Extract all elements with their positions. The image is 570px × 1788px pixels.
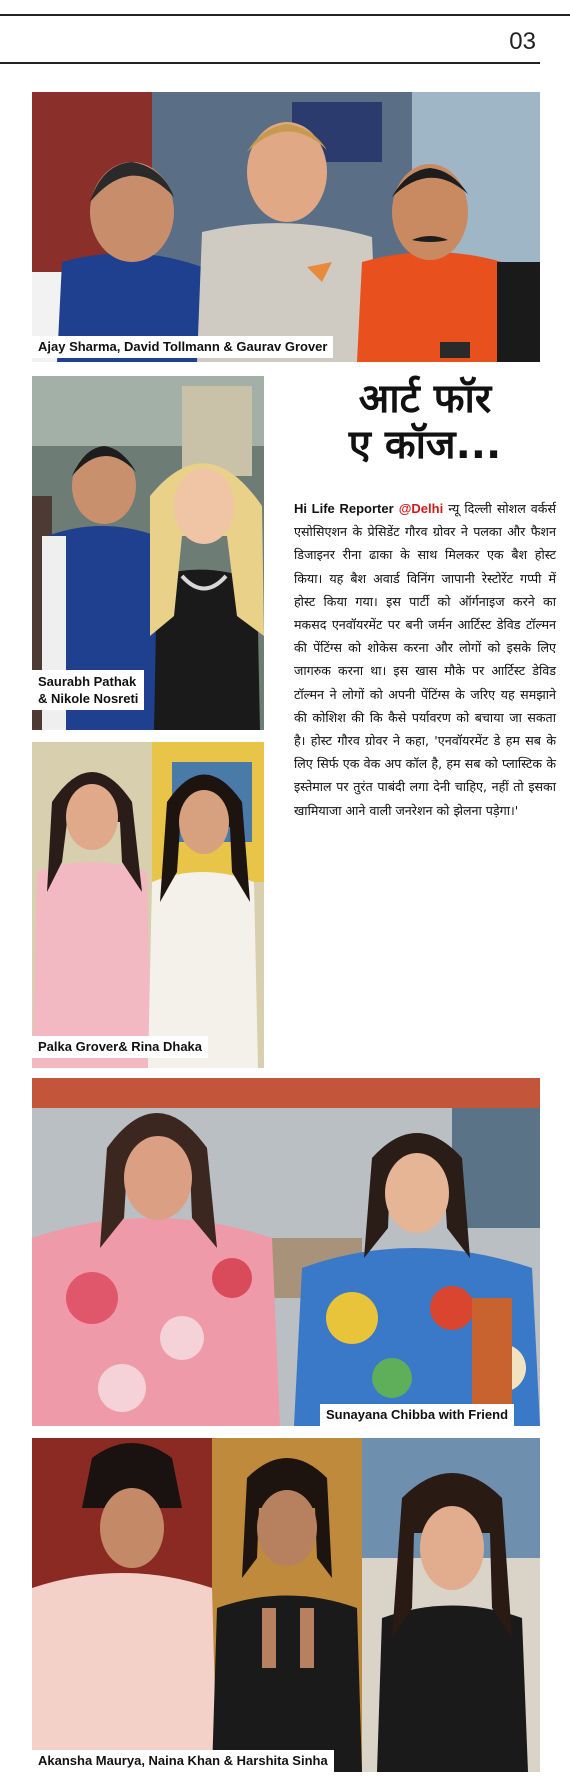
- page-number: 03: [509, 28, 536, 55]
- photo-sunayana-friend: [32, 1078, 540, 1426]
- article-body: [294, 497, 556, 822]
- caption-photo-2-line-2: & Nikole Nosreti: [38, 691, 139, 706]
- caption-photo-5: Akansha Maurya, Naina Khan & Harshita Sinha: [32, 1750, 334, 1772]
- header-rule: [0, 62, 540, 64]
- caption-photo-4: Sunayana Chibba with Friend: [320, 1404, 514, 1426]
- caption-photo-2: [32, 670, 144, 710]
- article-at-sign: @: [398, 501, 412, 516]
- headline: [300, 376, 550, 468]
- headline-line-1: आर्ट फॉर: [358, 376, 492, 422]
- caption-photo-2-line-1: Saurabh Pathak: [38, 674, 137, 689]
- article-byline: Hi Life Reporter: [294, 501, 394, 516]
- top-rule: [0, 14, 570, 16]
- caption-photo-3: Palka Grover& Rina Dhaka: [32, 1036, 208, 1058]
- caption-photo-1: Ajay Sharma, David Tollmann & Gaurav Grover: [32, 336, 333, 358]
- photo-akansha-naina-harshita: [32, 1438, 540, 1772]
- article-text: न्यू दिल्ली सोशल वर्कर्स एसोसिएशन के प्रेसिडेंट गौरव ग्रोवर ने पलका और फैशन डिजाइनर रीना ढाका के साथ मिलकर एक बैश होस्ट किया। यह बैश अवार्ड विनिंग जापानी रेस्टोरेंट गप्पी में होस्ट किया गया। इस पार्टी को ऑर्गनाइज करने का मकसद एनवॉयरमेंट पर बनी जर्मन आर्टिस्ट डेविड टॉल्मन की पेंटिंग्स को शोकेस करना और लोगों को इसके लिए जागरुक करना था। इस खास मौके पर आर्टिस्ट डेविड टॉल्मन ने लोगों को अपनी पेंटिंग्स के जरिए यह समझाने की कोशिश की कि कैसे पर्यावरण को बचाया जा सकता है। होस्ट गौरव ग्रोवर ने कहा, 'एनवॉयरमेंट डे हम सब के लिए सिर्फ एक वेक अप कॉल है, हम सब को प्लास्टिक के इस्तेमाल पर तुरंत पाबंदी लगा देनी चाहिए, नहीं तो इसका खामियाजा आने वाली जनरेशन को झेलना पड़ेगा।': [294, 501, 556, 818]
- headline-line-2: ए कॉज...: [348, 422, 502, 468]
- photo-palka-rina: [32, 742, 264, 1068]
- article-city: Delhi: [411, 501, 444, 516]
- photo-ajay-david-gaurav: [32, 92, 540, 362]
